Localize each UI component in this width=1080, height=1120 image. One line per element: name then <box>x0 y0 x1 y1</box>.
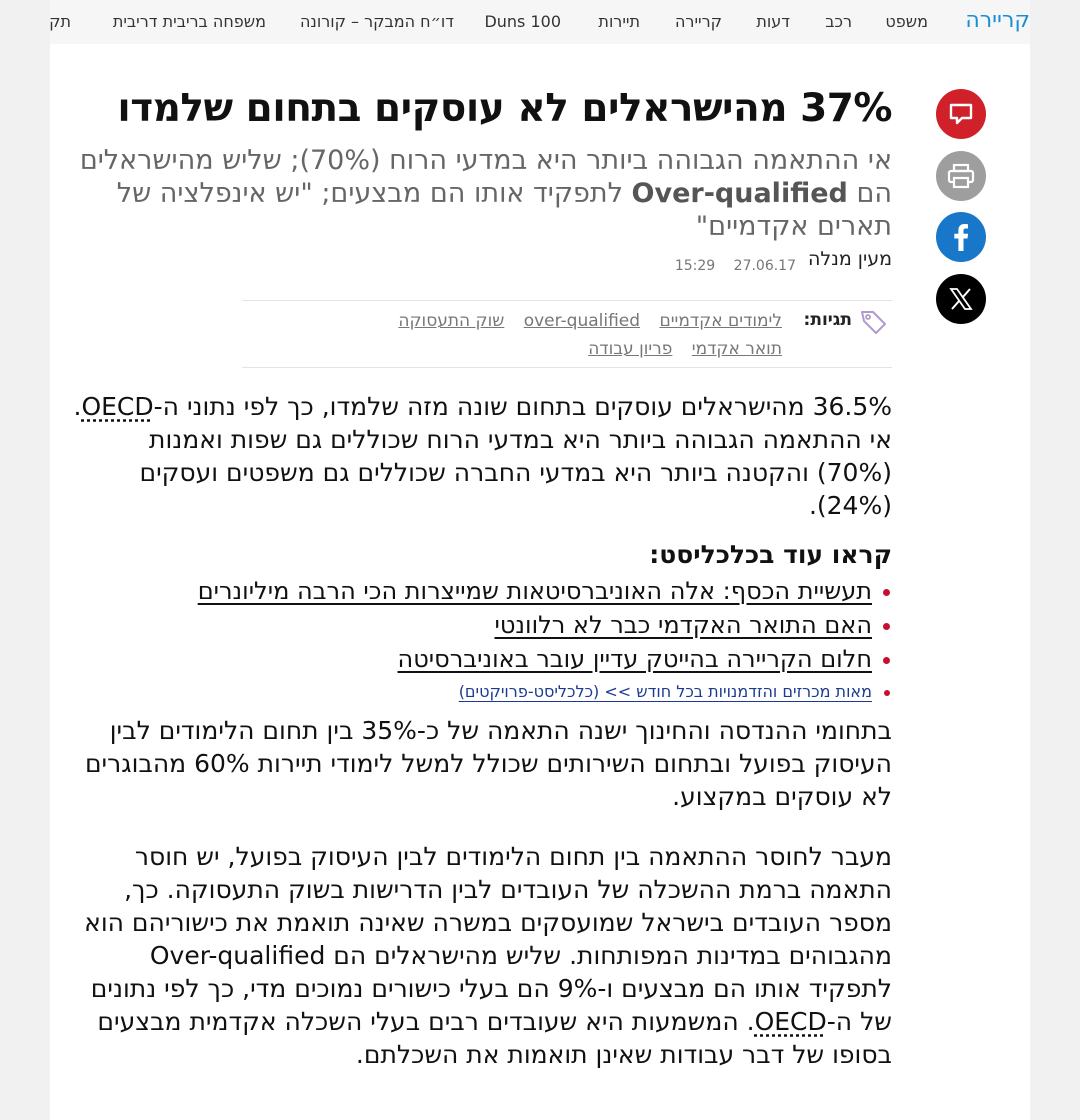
nav-item-duns100[interactable]: Duns 100 <box>484 12 561 31</box>
article-subtitle <box>72 144 892 243</box>
body-paragraph-1 <box>72 390 892 522</box>
comment-button[interactable] <box>936 89 986 139</box>
article-time: 15:29 <box>674 258 716 274</box>
nav-brand-career[interactable]: קריירה <box>965 8 1030 33</box>
tag-link[interactable]: שוק התעסוקה <box>398 311 505 331</box>
article-meta <box>661 258 796 274</box>
tags-list <box>292 307 782 363</box>
article-author[interactable]: מעין מנלה <box>808 248 892 270</box>
article-headline: 37% מהישראלים לא עוסקים בתחום שלמדו <box>117 86 892 131</box>
oecd-link[interactable]: OECD <box>81 392 154 421</box>
tag-link[interactable]: תואר אקדמי <box>691 339 782 359</box>
paragraph-text: . המשמעות היא שעובדים רבים בעלי השכלה אקדמית מבצעים בסופו של דבר עבודות שאינן תואמות את השכלתם. <box>97 1007 892 1069</box>
list-item <box>72 642 892 676</box>
oecd-link[interactable]: OECD <box>754 1007 827 1036</box>
nav-item-more[interactable]: תק <box>49 12 71 31</box>
article-page <box>50 44 1030 1120</box>
tag-link[interactable]: over-qualified <box>523 311 641 331</box>
nav-item-law[interactable]: משפט <box>885 12 928 31</box>
nav-item-compound-interest[interactable]: משפחה בריבית דריבית <box>112 12 266 31</box>
print-icon <box>947 163 975 189</box>
subtitle-text-2: לתפקיד אותו הם מבצעים; "יש אינפלציה של תארים אקדמיים" <box>116 178 892 242</box>
tags-label: תגיות: <box>803 310 852 330</box>
paragraph-text: מעבר לחוסר ההתאמה בין תחום הלימודים לבין העיסוק בפועל, יש חוסר התאמה ברמת ההשכלה של העובדים לבין הדרישות בשוק התעסוקה. כך, מספר העובדים בישראל שמועסקים במשרה שאינה תואמת את כישוריהם הוא מהגבוהים במדינות המפותחות. שליש מהישראלים הם Over-qualified לתפקיד אותו הם מבצעים ו-9% הם בעלי כישורים נמוכים מדי, כך לפי נתונים של ה- <box>84 842 892 1036</box>
list-item <box>72 678 892 706</box>
tag-icon <box>860 309 888 339</box>
subtitle-bold-term: Over-qualified <box>631 178 848 209</box>
top-navigation <box>0 0 1080 44</box>
tag-link[interactable]: פריון עבודה <box>588 339 673 359</box>
read-more-list <box>72 574 892 706</box>
paragraph-text: 36.5% מהישראלים עוסקים בתחום שונה מזה שלמדו, כך לפי נתוני ה- <box>153 392 892 421</box>
subtitle-text-1: אי ההתאמה הגבוהה ביותר היא במדעי הרוח (70%); שליש מהישראלים הם <box>79 145 892 209</box>
comment-icon <box>948 102 974 126</box>
read-more-link[interactable]: האם התואר האקדמי כבר לא רלוונטי <box>494 611 872 639</box>
list-item <box>72 574 892 608</box>
tag-link[interactable]: לימודים אקדמיים <box>659 311 782 331</box>
print-button[interactable] <box>936 151 986 201</box>
nav-item-career[interactable]: קריירה <box>674 12 722 31</box>
list-item <box>72 608 892 642</box>
facebook-share-button[interactable] <box>936 212 986 262</box>
tags-box <box>242 300 892 368</box>
body-paragraph-3 <box>72 840 892 1071</box>
nav-item-tourism[interactable]: תיירות <box>598 12 640 31</box>
nav-item-cars[interactable]: רכב <box>825 12 852 31</box>
paragraph-text: . אי ההתאמה הגבוהה ביותר היא במדעי הרוח שכוללים גם שפות ואמנות (70%) והקטנה ביותר היא במדעי החברה שכוללים גם משפטים ועסקים (24%). <box>73 392 892 520</box>
projects-link[interactable]: מאות מכרזים והזדמנויות בכל חודש >> (כלכליסט-פרויקטים) <box>458 682 872 701</box>
x-icon <box>949 287 973 311</box>
x-share-button[interactable] <box>936 274 986 324</box>
read-more-title: קראו עוד בכלכליסט: <box>649 540 892 569</box>
nav-item-comptroller-report[interactable]: דו״ח המבקר – קורונה <box>299 12 454 31</box>
read-more-link[interactable]: חלום הקריירה בהייטק עדיין עובר באוניברסיטה <box>397 645 872 673</box>
article-date: 27.06.17 <box>733 258 796 274</box>
facebook-icon <box>953 223 969 251</box>
body-paragraph-2: בתחומי ההנדסה והחינוך ישנה התאמה של כ-35% בין תחום הלימודים לבין העיסוק בפועל ובתחום השירותים שכולל למשל לימודי תיירות 60% מהבוגרים לא עוסקים במקצוע. <box>84 716 892 811</box>
nav-item-opinions[interactable]: דעות <box>756 12 790 31</box>
read-more-link[interactable]: תעשיית הכסף: אלה האוניברסיטאות שמייצרות הכי הרבה מיליונרים <box>197 577 872 605</box>
